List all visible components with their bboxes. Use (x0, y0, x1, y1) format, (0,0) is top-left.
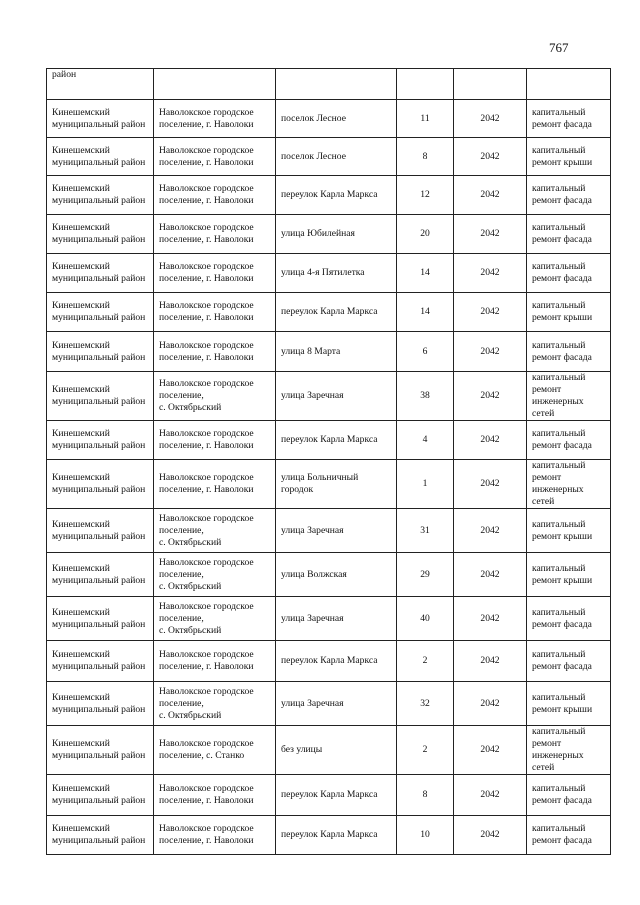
cell-district: Кинешемский муниципальный район (47, 293, 154, 332)
cell-district: Кинешемский муниципальный район (47, 682, 154, 726)
cell-settlement: Наволокское городское поселение, г. Наволоки (154, 138, 276, 176)
cell-house (397, 69, 454, 100)
table-row (47, 816, 611, 855)
cell-district: район (47, 69, 154, 100)
cell-district: Кинешемский муниципальный район (47, 509, 154, 553)
cell-street: улица Больничный городок (276, 460, 397, 509)
cell-settlement (154, 69, 276, 100)
cell-year: 2042 (454, 332, 527, 372)
cell-district: Кинешемский муниципальный район (47, 372, 154, 421)
table-row (47, 775, 611, 816)
cell-house: 2 (397, 641, 454, 682)
cell-house: 10 (397, 816, 454, 855)
table-row (47, 597, 611, 641)
cell-house: 32 (397, 682, 454, 726)
cell-year: 2042 (454, 597, 527, 641)
cell-year: 2042 (454, 775, 527, 816)
cell-year: 2042 (454, 293, 527, 332)
cell-work: капитальный ремонт крыши (527, 509, 611, 553)
cell-district: Кинешемский муниципальный район (47, 460, 154, 509)
cell-work: капитальный ремонт фасада (527, 421, 611, 460)
cell-year: 2042 (454, 726, 527, 775)
cell-street: улица Заречная (276, 372, 397, 421)
cell-year: 2042 (454, 460, 527, 509)
table-row (47, 641, 611, 682)
cell-work: капитальный ремонт крыши (527, 682, 611, 726)
cell-work: капитальный ремонт фасада (527, 775, 611, 816)
cell-house: 20 (397, 215, 454, 254)
cell-street: поселок Лесное (276, 138, 397, 176)
cell-settlement: Наволокское городское поселение, с. Станко (154, 726, 276, 775)
table-row (47, 254, 611, 293)
cell-settlement: Наволокское городское поселение, с. Октябрьский (154, 372, 276, 421)
housing-repair-table (46, 68, 611, 855)
cell-work: капитальный ремонт инженерных сетей (527, 726, 611, 775)
table-row (47, 332, 611, 372)
cell-district: Кинешемский муниципальный район (47, 726, 154, 775)
cell-settlement: Наволокское городское поселение, с. Октябрьский (154, 682, 276, 726)
table-row (47, 372, 611, 421)
cell-street: переулок Карла Маркса (276, 775, 397, 816)
cell-work: капитальный ремонт фасада (527, 332, 611, 372)
cell-work: капитальный ремонт фасада (527, 816, 611, 855)
cell-year: 2042 (454, 372, 527, 421)
cell-work: капитальный ремонт крыши (527, 293, 611, 332)
cell-street: переулок Карла Маркса (276, 293, 397, 332)
cell-work: капитальный ремонт фасада (527, 215, 611, 254)
cell-year: 2042 (454, 553, 527, 597)
cell-district: Кинешемский муниципальный район (47, 254, 154, 293)
cell-street: улица 8 Марта (276, 332, 397, 372)
cell-house: 14 (397, 254, 454, 293)
cell-street: без улицы (276, 726, 397, 775)
cell-settlement: Наволокское городское поселение, г. Наволоки (154, 254, 276, 293)
table-row (47, 176, 611, 215)
cell-year: 2042 (454, 641, 527, 682)
cell-settlement: Наволокское городское поселение, г. Наволоки (154, 215, 276, 254)
cell-settlement: Наволокское городское поселение, г. Наволоки (154, 460, 276, 509)
cell-street: улица Заречная (276, 597, 397, 641)
table-row (47, 421, 611, 460)
cell-street: улица Заречная (276, 509, 397, 553)
cell-settlement: Наволокское городское поселение, г. Наволоки (154, 293, 276, 332)
table-row (47, 215, 611, 254)
cell-house: 6 (397, 332, 454, 372)
cell-district: Кинешемский муниципальный район (47, 100, 154, 138)
cell-year (454, 69, 527, 100)
cell-street: улица 4-я Пятилетка (276, 254, 397, 293)
cell-year: 2042 (454, 138, 527, 176)
cell-district: Кинешемский муниципальный район (47, 597, 154, 641)
cell-street: улица Волжская (276, 553, 397, 597)
cell-year: 2042 (454, 682, 527, 726)
cell-settlement: Наволокское городское поселение, г. Наволоки (154, 421, 276, 460)
cell-year: 2042 (454, 254, 527, 293)
cell-settlement: Наволокское городское поселение, г. Наволоки (154, 100, 276, 138)
table-row (47, 553, 611, 597)
cell-house: 1 (397, 460, 454, 509)
table-row (47, 460, 611, 509)
cell-work: капитальный ремонт фасада (527, 176, 611, 215)
cell-settlement: Наволокское городское поселение, с. Октябрьский (154, 553, 276, 597)
cell-house: 12 (397, 176, 454, 215)
table-row (47, 138, 611, 176)
cell-settlement: Наволокское городское поселение, г. Наволоки (154, 816, 276, 855)
cell-work: капитальный ремонт инженерных сетей (527, 372, 611, 421)
page-number: 767 (549, 40, 569, 55)
table-row (47, 509, 611, 553)
cell-settlement: Наволокское городское поселение, г. Наволоки (154, 332, 276, 372)
cell-street: улица Заречная (276, 682, 397, 726)
cell-year: 2042 (454, 816, 527, 855)
table-row (47, 100, 611, 138)
cell-street: переулок Карла Маркса (276, 421, 397, 460)
cell-street (276, 69, 397, 100)
cell-street: поселок Лесное (276, 100, 397, 138)
cell-street: переулок Карла Маркса (276, 176, 397, 215)
cell-year: 2042 (454, 215, 527, 254)
cell-settlement: Наволокское городское поселение, с. Октябрьский (154, 597, 276, 641)
cell-settlement: Наволокское городское поселение, г. Наволоки (154, 641, 276, 682)
cell-house: 2 (397, 726, 454, 775)
table-row (47, 293, 611, 332)
cell-work: капитальный ремонт фасада (527, 100, 611, 138)
cell-year: 2042 (454, 509, 527, 553)
cell-district: Кинешемский муниципальный район (47, 215, 154, 254)
cell-year: 2042 (454, 421, 527, 460)
cell-house: 29 (397, 553, 454, 597)
cell-house: 14 (397, 293, 454, 332)
cell-house: 4 (397, 421, 454, 460)
cell-house: 8 (397, 775, 454, 816)
cell-district: Кинешемский муниципальный район (47, 553, 154, 597)
cell-street: улица Юбилейная (276, 215, 397, 254)
cell-street: переулок Карла Маркса (276, 816, 397, 855)
cell-house: 38 (397, 372, 454, 421)
cell-house: 11 (397, 100, 454, 138)
cell-settlement: Наволокское городское поселение, с. Октябрьский (154, 509, 276, 553)
cell-district: Кинешемский муниципальный район (47, 421, 154, 460)
cell-settlement: Наволокское городское поселение, г. Наволоки (154, 176, 276, 215)
cell-district: Кинешемский муниципальный район (47, 176, 154, 215)
cell-settlement: Наволокское городское поселение, г. Наволоки (154, 775, 276, 816)
cell-year: 2042 (454, 176, 527, 215)
cell-house: 8 (397, 138, 454, 176)
table-row-continuation (47, 69, 611, 100)
cell-district: Кинешемский муниципальный район (47, 775, 154, 816)
cell-house: 31 (397, 509, 454, 553)
table-row (47, 682, 611, 726)
cell-work: капитальный ремонт крыши (527, 138, 611, 176)
cell-work: капитальный ремонт крыши (527, 553, 611, 597)
cell-street: переулок Карла Маркса (276, 641, 397, 682)
table-row (47, 726, 611, 775)
cell-district: Кинешемский муниципальный район (47, 332, 154, 372)
cell-work: капитальный ремонт фасада (527, 641, 611, 682)
cell-work (527, 69, 611, 100)
cell-work: капитальный ремонт инженерных сетей (527, 460, 611, 509)
cell-work: капитальный ремонт фасада (527, 597, 611, 641)
cell-district: Кинешемский муниципальный район (47, 641, 154, 682)
table-body (47, 69, 611, 855)
cell-house: 40 (397, 597, 454, 641)
cell-year: 2042 (454, 100, 527, 138)
cell-work: капитальный ремонт фасада (527, 254, 611, 293)
cell-district: Кинешемский муниципальный район (47, 816, 154, 855)
cell-district: Кинешемский муниципальный район (47, 138, 154, 176)
